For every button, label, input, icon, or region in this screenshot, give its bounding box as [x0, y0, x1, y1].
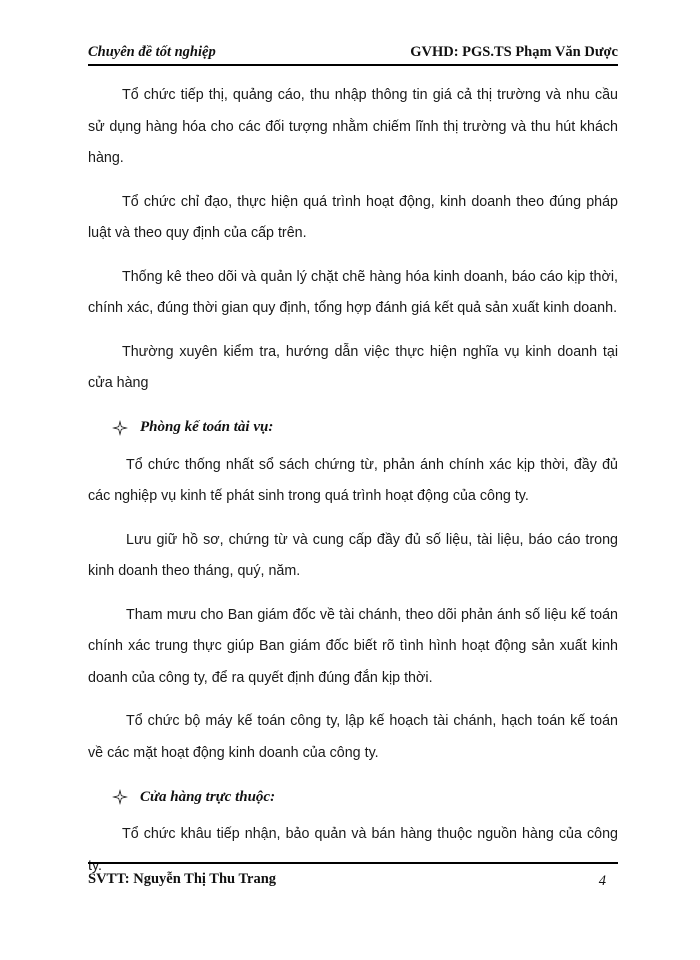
- body-text: [88, 80, 618, 894]
- paragraph: Thống kê theo dõi và quản lý chặt chẽ hàng hóa kinh doanh, báo cáo kịp thời, chính xác, đúng thời gian quy định, tổng hợp đánh giá kết quả sản xuất kinh doanh.: [88, 268, 618, 316]
- page-header: [88, 40, 618, 66]
- paragraph: Tổ chức khâu tiếp nhận, bảo quản và bán hàng thuộc nguồn hàng của công ty.: [88, 826, 618, 874]
- diamond-bullet-icon: [112, 789, 128, 805]
- paragraph: Tham mưu cho Ban giám đốc về tài chánh, theo dõi phản ánh số liệu kế toán chính xác trung thực giúp Ban giám đốc biết rõ tình hình hoạt động sản xuất kinh doanh của công ty, để ra quyết định đúng đắn kịp thời.: [88, 606, 618, 686]
- footer-author: SVTT: Nguyễn Thị Thu Trang: [88, 871, 277, 887]
- section-title: Phòng kế toán tài vụ:: [140, 419, 274, 435]
- section-heading-store: [88, 781, 618, 813]
- diamond-bullet-icon: [112, 420, 128, 436]
- paragraph: Thường xuyên kiểm tra, hướng dẫn việc thực hiện nghĩa vụ kinh doanh tại cửa hàng: [88, 343, 618, 391]
- paragraph: Tổ chức thống nhất sổ sách chứng từ, phản ánh chính xác kịp thời, đầy đủ các nghiệp vụ kinh tế phát sinh trong quá trình hoạt động của công ty.: [88, 456, 618, 504]
- page-number: 4: [598, 873, 606, 889]
- paragraph: Tổ chức tiếp thị, quảng cáo, thu nhập thông tin giá cả thị trường và nhu cầu sử dụng hàng hóa cho các đối tượng nhằm chiếm lĩnh thị trường và thu hút khách hàng.: [88, 87, 618, 166]
- page-footer: [88, 862, 618, 894]
- section-heading-accounting: [88, 412, 618, 444]
- section-title: Cửa hàng trực thuộc:: [140, 788, 276, 805]
- header-topic: Chuyên đề tốt nghiệp: [88, 44, 216, 60]
- paragraph: Lưu giữ hồ sơ, chứng từ và cung cấp đầy đủ số liệu, tài liệu, báo cáo trong kinh doanh theo tháng, quý, năm.: [88, 531, 618, 579]
- paragraph: Tổ chức bộ máy kế toán công ty, lập kế hoạch tài chánh, hạch toán kế toán về các mặt hoạt động kinh doanh của công ty.: [88, 713, 618, 761]
- header-advisor: GVHD: PGS.TS Phạm Văn Dược: [410, 44, 618, 60]
- paragraph: Tổ chức chỉ đạo, thực hiện quá trình hoạt động, kinh doanh theo đúng pháp luật và theo quy định của cấp trên.: [88, 193, 618, 241]
